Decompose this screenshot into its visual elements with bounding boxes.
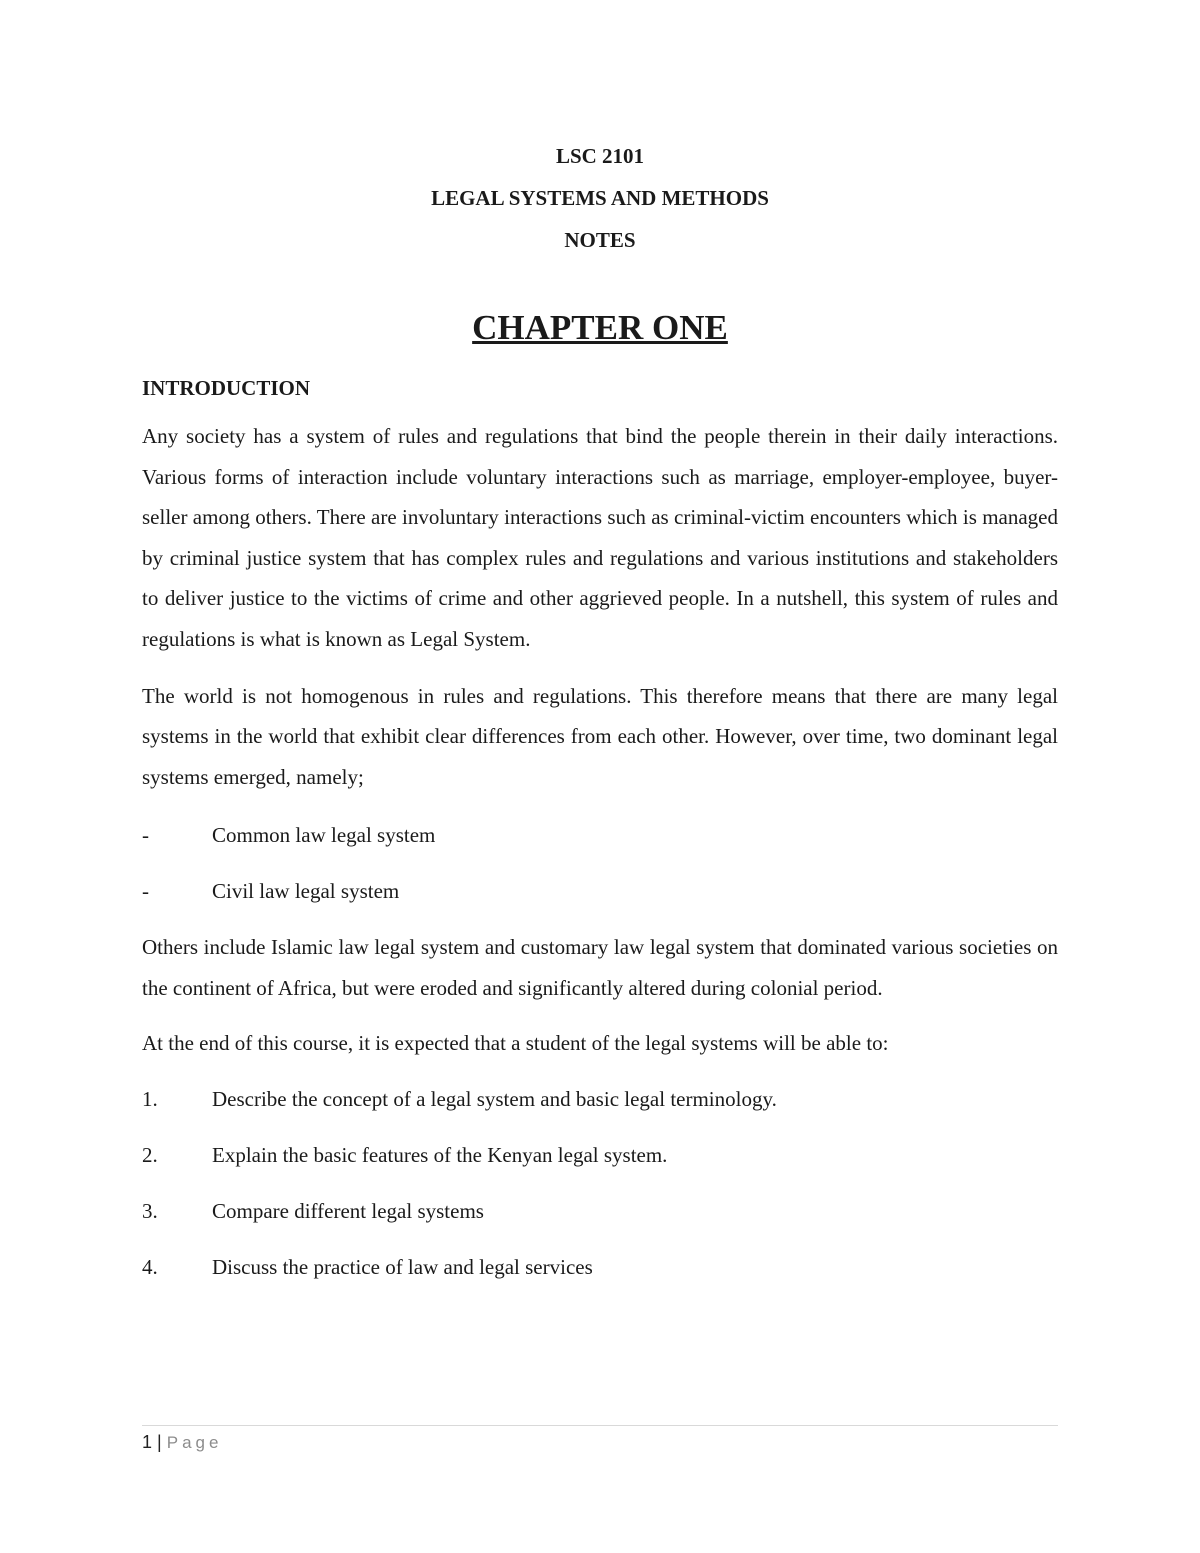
footer-divider [142,1425,1058,1426]
paragraph-others: Others include Islamic law legal system and customary law legal system that dominated various societies on the continent of Africa, but were eroded and significantly altered during colonial period. [142,935,1058,1000]
list-item [142,1253,1058,1281]
list-text: Civil law legal system [212,879,400,904]
page-content [142,142,1058,1281]
list-marker: 1. [142,1087,158,1112]
list-text: Describe the concept of a legal system and basic legal terminology. [212,1087,777,1112]
footer-separator: | [157,1432,162,1452]
section-heading: INTRODUCTION [142,376,311,400]
page-word: Page [166,1433,223,1452]
page-number: 1 [142,1432,153,1452]
list-marker: 2. [142,1143,158,1168]
course-code: LSC 2101 [555,144,645,168]
chapter-title: CHAPTER ONE [472,308,728,347]
list-item [142,821,1058,849]
paragraph-homogenous: The world is not homogenous in rules and regulations. This therefore means that there are many legal systems in the world that exhibit clear differences from each other. However, over time, two dominant legal systems emerged, namely; [142,683,1058,789]
list-item [142,1085,1058,1113]
course-title: LEGAL SYSTEMS AND METHODS [431,186,769,210]
list-item [142,1141,1058,1169]
page-footer [142,1432,222,1453]
list-item [142,877,1058,905]
list-marker: - [142,823,149,848]
list-marker: - [142,879,149,904]
list-text: Compare different legal systems [212,1199,484,1224]
list-marker: 4. [142,1255,158,1280]
list-text: Discuss the practice of law and legal services [212,1255,593,1280]
paragraph-intro: Any society has a system of rules and regulations that bind the people therein in their daily interactions. Various forms of interaction include voluntary interactions such as marriage, employer-employee, buyer-seller among others. There are involuntary interactions such as criminal-victim encounters which is managed by criminal justice system that has complex rules and regulations and various institutions and stakeholders to deliver justice to the victims of crime and other aggrieved people. In a nutshell, this system of rules and regulations is what is known as Legal System. [142,424,1058,651]
list-text: Explain the basic features of the Kenyan legal system. [212,1143,668,1168]
paragraph-objectives: At the end of this course, it is expected that a student of the legal systems will be able to: [142,1030,889,1055]
list-text: Common law legal system [212,823,436,848]
list-item [142,1197,1058,1225]
document-type: NOTES [564,228,636,252]
list-marker: 3. [142,1199,158,1224]
